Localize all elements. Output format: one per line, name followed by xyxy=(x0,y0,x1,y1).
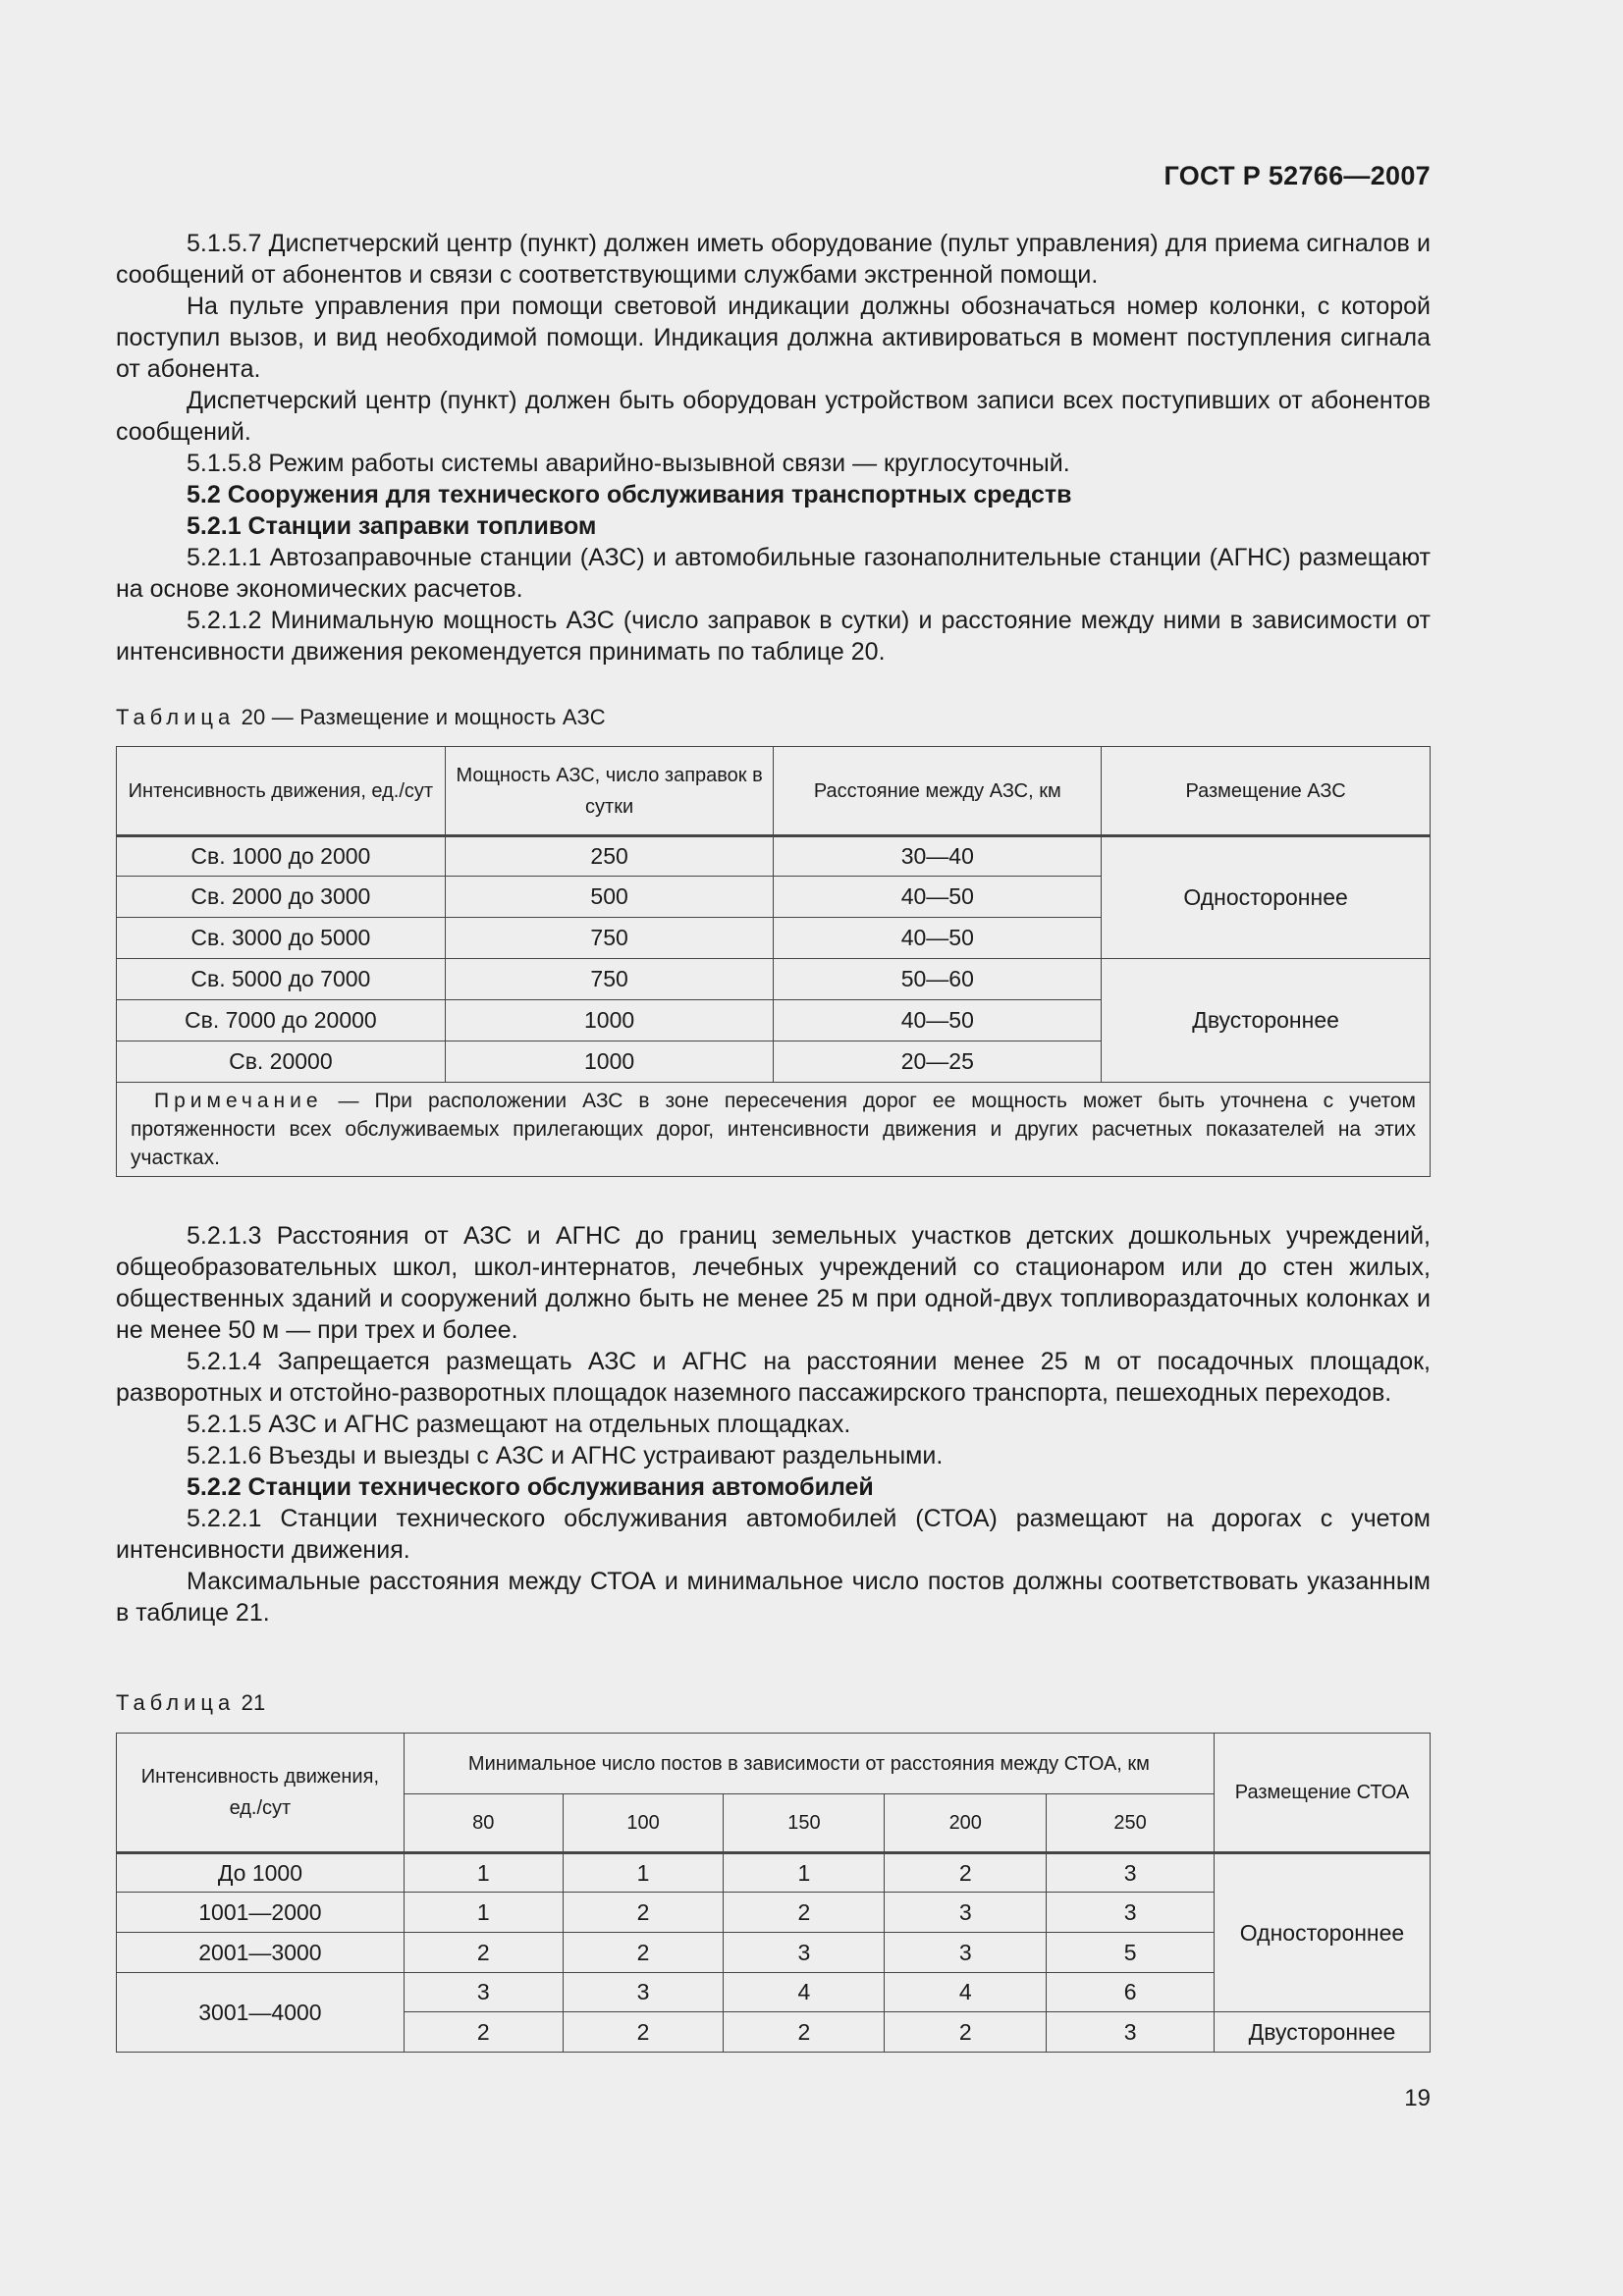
text-block-2 xyxy=(116,1220,1431,1629)
column-header-group: Минимальное число постов в зависимости от расстояния между СТОА, км xyxy=(404,1734,1214,1794)
table-caption-title: 21 xyxy=(241,1690,266,1715)
table-cell: 4 xyxy=(885,1973,1047,2012)
paragraph: 5.2.1.2 Минимальную мощность АЗС (число заправок в сутки) и расстояние между ними в зависимости от интенсивности движения рекомендуется принимать по таблице 20. xyxy=(116,607,1431,666)
distance-header: 150 xyxy=(724,1794,885,1853)
table-cell: Св. 2000 до 3000 xyxy=(117,877,446,918)
table-cell: 3001—4000 xyxy=(117,1973,405,2053)
table-cell: 2 xyxy=(885,2012,1047,2053)
table-cell: 20—25 xyxy=(774,1041,1102,1083)
table-cell: 2001—3000 xyxy=(117,1933,405,1973)
table-cell: 2 xyxy=(724,2012,885,2053)
note-text: — При расположении АЗС в зоне пересечения дорог ее мощность может быть уточнена с учетом протяженности всех обслуживаемых прилегающих дорог, интенсивности движения и других расчетных показателей на этих участках. xyxy=(131,1090,1416,1169)
column-header: Мощность АЗС, число заправок в сутки xyxy=(445,747,774,836)
table-cell: 2 xyxy=(724,1893,885,1933)
table-cell: 2 xyxy=(885,1853,1047,1893)
paragraph: На пульте управления при помощи световой индикации должны обозначаться номер колонки, с которой поступил вызов, и вид необходимой помощи. Индикация должна активироваться в момент поступления сигнала от абонента. xyxy=(116,293,1431,383)
table-cell: 40—50 xyxy=(774,918,1102,959)
paragraph: 5.2.1.6 Въезды и выезды с АЗС и АГНС устраивают раздельными. xyxy=(187,1442,944,1469)
table-cell: 2 xyxy=(563,2012,724,2053)
column-header: Интенсивность движения, ед./сут xyxy=(117,747,446,836)
table-cell: 40—50 xyxy=(774,1000,1102,1041)
column-header: Размещение СТОА xyxy=(1215,1734,1431,1853)
table-cell: 3 xyxy=(404,1973,563,2012)
table-cell: 1 xyxy=(563,1853,724,1893)
paragraph: 5.1.5.8 Режим работы системы аварийно-вызывной связи — круглосуточный. xyxy=(187,450,1070,477)
table-cell: 1 xyxy=(404,1853,563,1893)
table-cell: Св. 20000 xyxy=(117,1041,446,1083)
subsection-heading: 5.2.1 Станции заправки топливом xyxy=(187,512,597,540)
table-cell: 3 xyxy=(563,1973,724,2012)
table-cell: 250 xyxy=(445,836,774,877)
paragraph: Максимальные расстояния между СТОА и минимальное число постов должны соответствовать указанным в таблице 21. xyxy=(116,1568,1431,1627)
table-cell: Св. 7000 до 20000 xyxy=(117,1000,446,1041)
table-cell: Св. 1000 до 2000 xyxy=(117,836,446,877)
table-cell: 6 xyxy=(1047,1973,1215,2012)
table-21 xyxy=(116,1733,1431,2053)
table-row xyxy=(117,959,1431,1000)
distance-header: 200 xyxy=(885,1794,1047,1853)
table-21-caption xyxy=(116,1690,265,1716)
table-cell: 4 xyxy=(724,1973,885,2012)
placement-cell: Двустороннее xyxy=(1102,959,1431,1083)
table-20-caption xyxy=(116,705,606,730)
placement-cell: Одностороннее xyxy=(1215,1853,1431,2012)
table-cell: 3 xyxy=(885,1933,1047,1973)
paragraph: 5.2.1.3 Расстояния от АЗС и АГНС до границ земельных участков детских дошкольных учреждений, общеобразовательных школ, школ-интернатов, лечебных учреждений со стационаром или до стен жилых, общественных зданий и сооружений должно быть не менее 25 м при одной-двух топливораздаточных колонках и не менее 50 м — при трех и более. xyxy=(116,1222,1431,1344)
table-cell: 3 xyxy=(1047,2012,1215,2053)
subsection-heading: 5.2.2 Станции технического обслуживания автомобилей xyxy=(187,1473,874,1501)
table-row xyxy=(117,836,1431,877)
table-cell: До 1000 xyxy=(117,1853,405,1893)
table-cell: 2 xyxy=(563,1893,724,1933)
paragraph: 5.2.1.1 Автозаправочные станции (АЗС) и автомобильные газонаполнительные станции (АГНС) размещают на основе экономических расчетов. xyxy=(116,544,1431,603)
table-row xyxy=(117,1853,1431,1893)
table-cell: Св. 5000 до 7000 xyxy=(117,959,446,1000)
table-cell: 1 xyxy=(404,1893,563,1933)
table-cell: 1001—2000 xyxy=(117,1893,405,1933)
table-cell: 750 xyxy=(445,918,774,959)
table-cell: 2 xyxy=(563,1933,724,1973)
placement-cell: Одностороннее xyxy=(1102,836,1431,959)
note-label: Примечание xyxy=(154,1090,323,1112)
table-cell: Св. 3000 до 5000 xyxy=(117,918,446,959)
table-cell: 3 xyxy=(885,1893,1047,1933)
paragraph: 5.2.2.1 Станции технического обслуживания автомобилей (СТОА) размещают на дорогах с учетом интенсивности движения. xyxy=(116,1505,1431,1564)
table-caption-word: Таблица xyxy=(116,1690,236,1715)
table-20 xyxy=(116,746,1431,1177)
table-cell: 3 xyxy=(724,1933,885,1973)
paragraph: Диспетчерский центр (пункт) должен быть оборудован устройством записи всех поступивших от абонентов сообщений. xyxy=(116,387,1431,446)
paragraph: 5.1.5.7 Диспетчерский центр (пункт) должен иметь оборудование (пульт управления) для приема сигналов и сообщений от абонентов и связи с соответствующими службами экстренной помощи. xyxy=(116,230,1431,289)
table-cell: 3 xyxy=(1047,1893,1215,1933)
distance-header: 100 xyxy=(563,1794,724,1853)
section-heading: 5.2 Сооружения для технического обслуживания транспортных средств xyxy=(187,481,1072,508)
column-header: Размещение АЗС xyxy=(1102,747,1431,836)
distance-header: 250 xyxy=(1047,1794,1215,1853)
table-cell: 30—40 xyxy=(774,836,1102,877)
table-cell: 5 xyxy=(1047,1933,1215,1973)
table-cell: 3 xyxy=(1047,1853,1215,1893)
paragraph: 5.2.1.4 Запрещается размещать АЗС и АГНС на расстоянии менее 25 м от посадочных площадок, разворотных и отстойно-разворотных площадок наземного пассажирского транспорта, пешеходных переходов. xyxy=(116,1348,1431,1407)
table-cell: 2 xyxy=(404,2012,563,2053)
table-cell: 50—60 xyxy=(774,959,1102,1000)
table-cell: 1000 xyxy=(445,1041,774,1083)
text-block-1 xyxy=(116,228,1431,667)
table-note xyxy=(117,1083,1431,1177)
table-caption-title: 20 — Размещение и мощность АЗС xyxy=(241,705,606,729)
placement-cell: Двустороннее xyxy=(1215,2012,1431,2053)
distance-header: 80 xyxy=(404,1794,563,1853)
table-cell: 750 xyxy=(445,959,774,1000)
document-id-header: ГОСТ Р 52766—2007 xyxy=(1163,161,1431,190)
table-cell: 40—50 xyxy=(774,877,1102,918)
column-header: Расстояние между АЗС, км xyxy=(774,747,1102,836)
table-note-row xyxy=(117,1083,1431,1177)
table-caption-word: Таблица xyxy=(116,705,236,729)
table-cell: 1000 xyxy=(445,1000,774,1041)
paragraph: 5.2.1.5 АЗС и АГНС размещают на отдельных площадках. xyxy=(187,1411,851,1438)
column-header: Интенсивность движения, ед./сут xyxy=(117,1734,405,1853)
page-number: 19 xyxy=(1404,2085,1431,2111)
table-cell: 2 xyxy=(404,1933,563,1973)
table-cell: 1 xyxy=(724,1853,885,1893)
table-cell: 500 xyxy=(445,877,774,918)
